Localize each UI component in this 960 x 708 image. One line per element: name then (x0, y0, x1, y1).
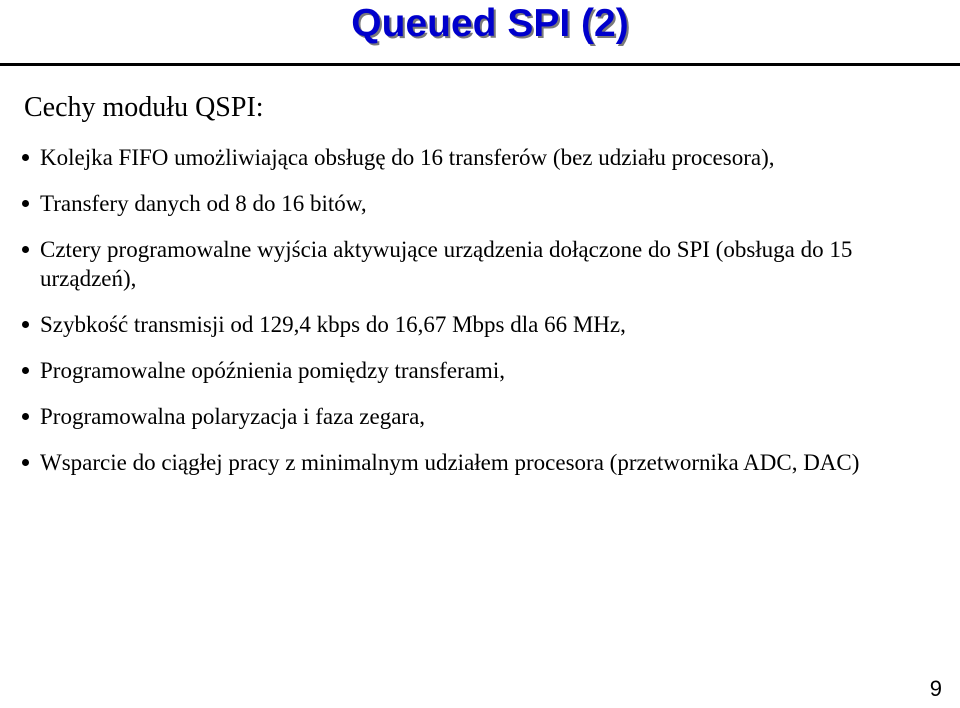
list-item-text: Transfery danych od 8 do 16 bitów, (40, 191, 367, 216)
list-item (22, 448, 922, 477)
page-number: 9 (929, 676, 942, 701)
list-item (22, 402, 922, 431)
title-divider (0, 63, 960, 66)
list-item (22, 143, 922, 172)
list-item (22, 310, 922, 339)
bullet-icon (22, 321, 29, 328)
list-item-text: Szybkość transmisji od 129,4 kbps do 16,67 Mbps dla 66 MHz, (40, 312, 626, 337)
bullet-icon (22, 413, 29, 420)
bullet-icon (22, 200, 29, 207)
list-item (22, 189, 922, 218)
bullet-icon (22, 459, 29, 466)
bullet-icon (22, 246, 29, 253)
list-item-text: Programowalne opóźnienia pomiędzy transferami, (40, 358, 505, 383)
list-item-text: Kolejka FIFO umożliwiająca obsługę do 16 transferów (bez udziału procesora), (40, 145, 775, 170)
list-item-text: Cztery programowalne wyjścia aktywujące urządzenia dołączone do SPI (obsługa do 15 urządzeń), (40, 237, 853, 291)
bullet-icon (22, 367, 29, 374)
slide-title: Queued SPI (2) (351, 2, 629, 45)
list-item-text: Programowalna polaryzacja i faza zegara, (40, 404, 426, 429)
list-item (22, 235, 922, 293)
bullet-icon (22, 154, 29, 161)
list-item (22, 356, 922, 385)
feature-list (22, 143, 922, 494)
list-item-text: Wsparcie do ciągłej pracy z minimalnym udziałem procesora (przetwornika ADC, DAC) (40, 450, 860, 475)
section-heading: Cechy modułu QSPI: (24, 92, 264, 123)
